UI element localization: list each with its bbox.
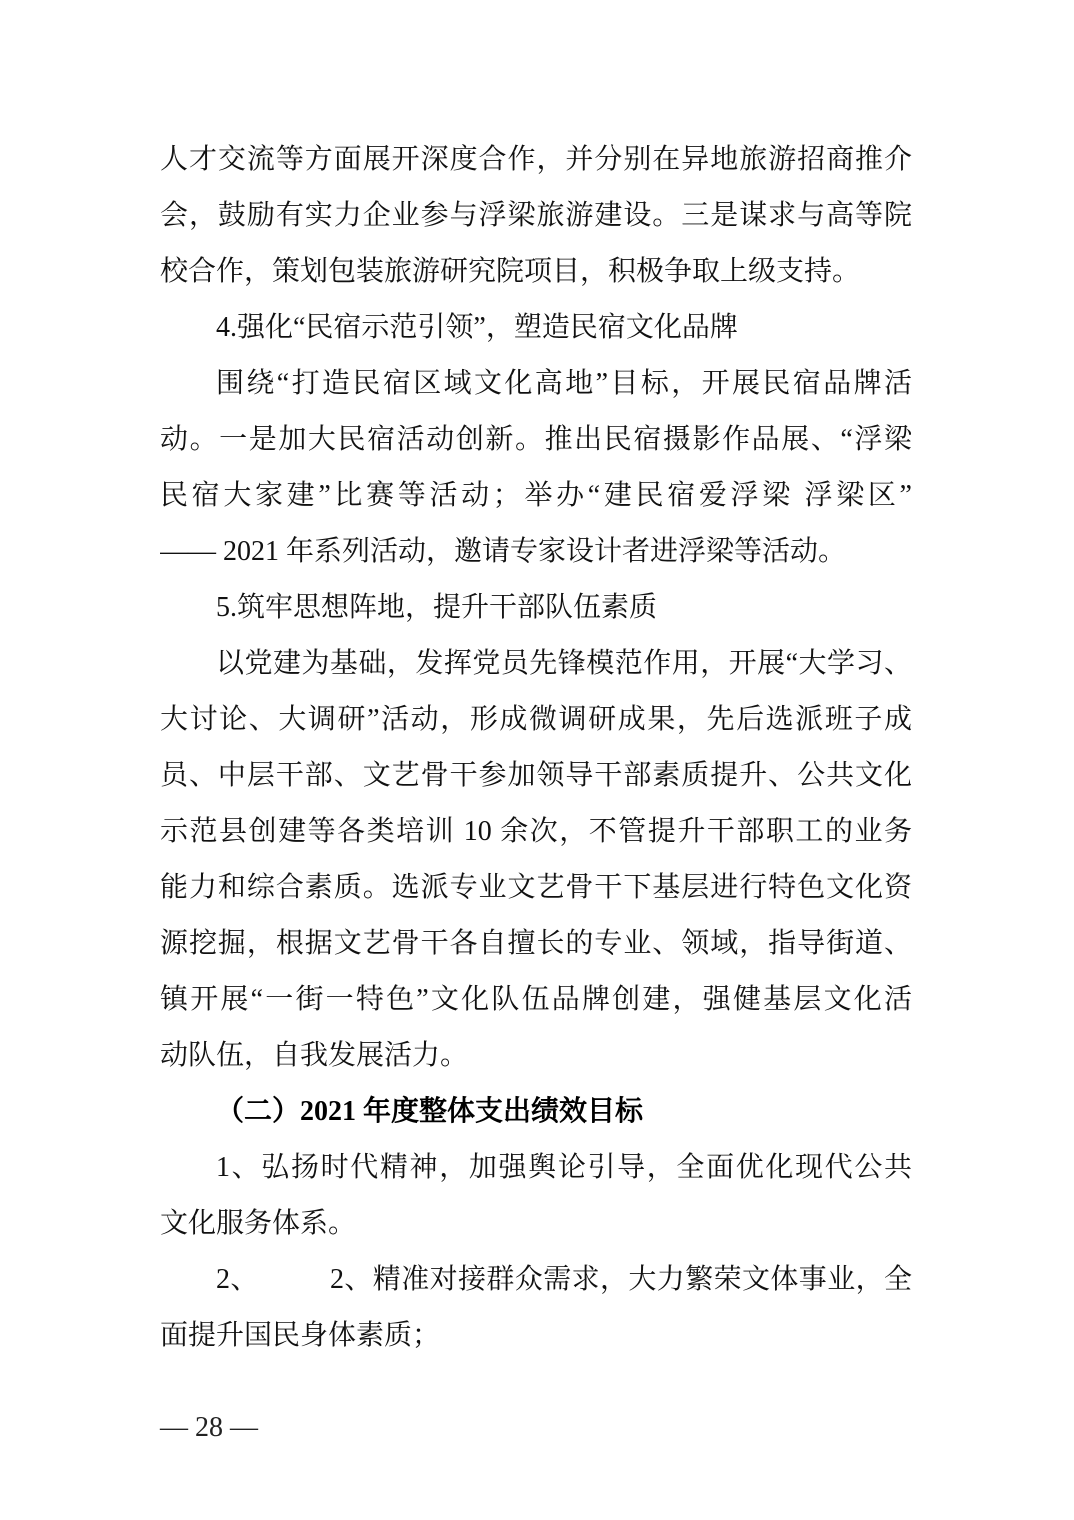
text-line: 1、弘扬时代精神，加强舆论引导，全面优化现代公共 xyxy=(216,1152,912,1183)
text-line: 示范县创建等各类培训 10 余次，不管提升干部职工的业务 xyxy=(160,816,912,847)
text-line: 大讨论、大调研”活动，形成微调研成果，先后选派班子成 xyxy=(160,704,912,735)
text-line: 会，鼓励有实力企业参与浮梁旅游建设。三是谋求与高等院 xyxy=(160,200,912,231)
text-line: 员、中层干部、文艺骨干参加领导干部素质提升、公共文化 xyxy=(160,760,912,791)
list-item-4-heading: 4.强化“民宿示范引领”，塑造民宿文化品牌 xyxy=(216,312,738,343)
text-line: 人才交流等方面展开深度合作，并分别在异地旅游招商推介 xyxy=(160,144,912,175)
text-line: 2、 2、精准对接群众需求，大力繁荣文体事业，全 xyxy=(216,1264,912,1295)
document-body xyxy=(160,132,912,1364)
text-line: 动。一是加大民宿活动创新。推出民宿摄影作品展、“浮梁 xyxy=(160,424,912,455)
text-line: 能力和综合素质。选派专业文艺骨干下基层进行特色文化资 xyxy=(160,872,912,903)
text-line: 动队伍，自我发展活力。 xyxy=(160,1040,469,1071)
page-number: — 28 — xyxy=(160,1412,258,1443)
text-line: 以党建为基础，发挥党员先锋模范作用，开展“大学习、 xyxy=(216,648,912,679)
list-item-5-heading: 5.筑牢思想阵地，提升干部队伍素质 xyxy=(216,592,658,623)
text-line: 面提升国民身体素质； xyxy=(160,1320,441,1351)
text-line: 镇开展“一街一特色”文化队伍品牌创建，强健基层文化活 xyxy=(160,984,912,1015)
text-line: 民宿大家建”比赛等活动；举办“建民宿爱浮梁 浮梁区” xyxy=(160,480,912,511)
text-line: 校合作，策划包装旅游研究院项目，积极争取上级支持。 xyxy=(160,256,861,287)
text-line: 文化服务体系。 xyxy=(160,1208,357,1239)
section-heading: （二）2021 年度整体支出绩效目标 xyxy=(216,1096,644,1127)
text-line: 源挖掘，根据文艺骨干各自擅长的专业、领域，指导街道、 xyxy=(160,928,912,959)
text-line: —— 2021 年系列活动，邀请专家设计者进浮梁等活动。 xyxy=(160,536,847,567)
text-line: 围绕“打造民宿区域文化高地”目标，开展民宿品牌活 xyxy=(216,368,912,399)
